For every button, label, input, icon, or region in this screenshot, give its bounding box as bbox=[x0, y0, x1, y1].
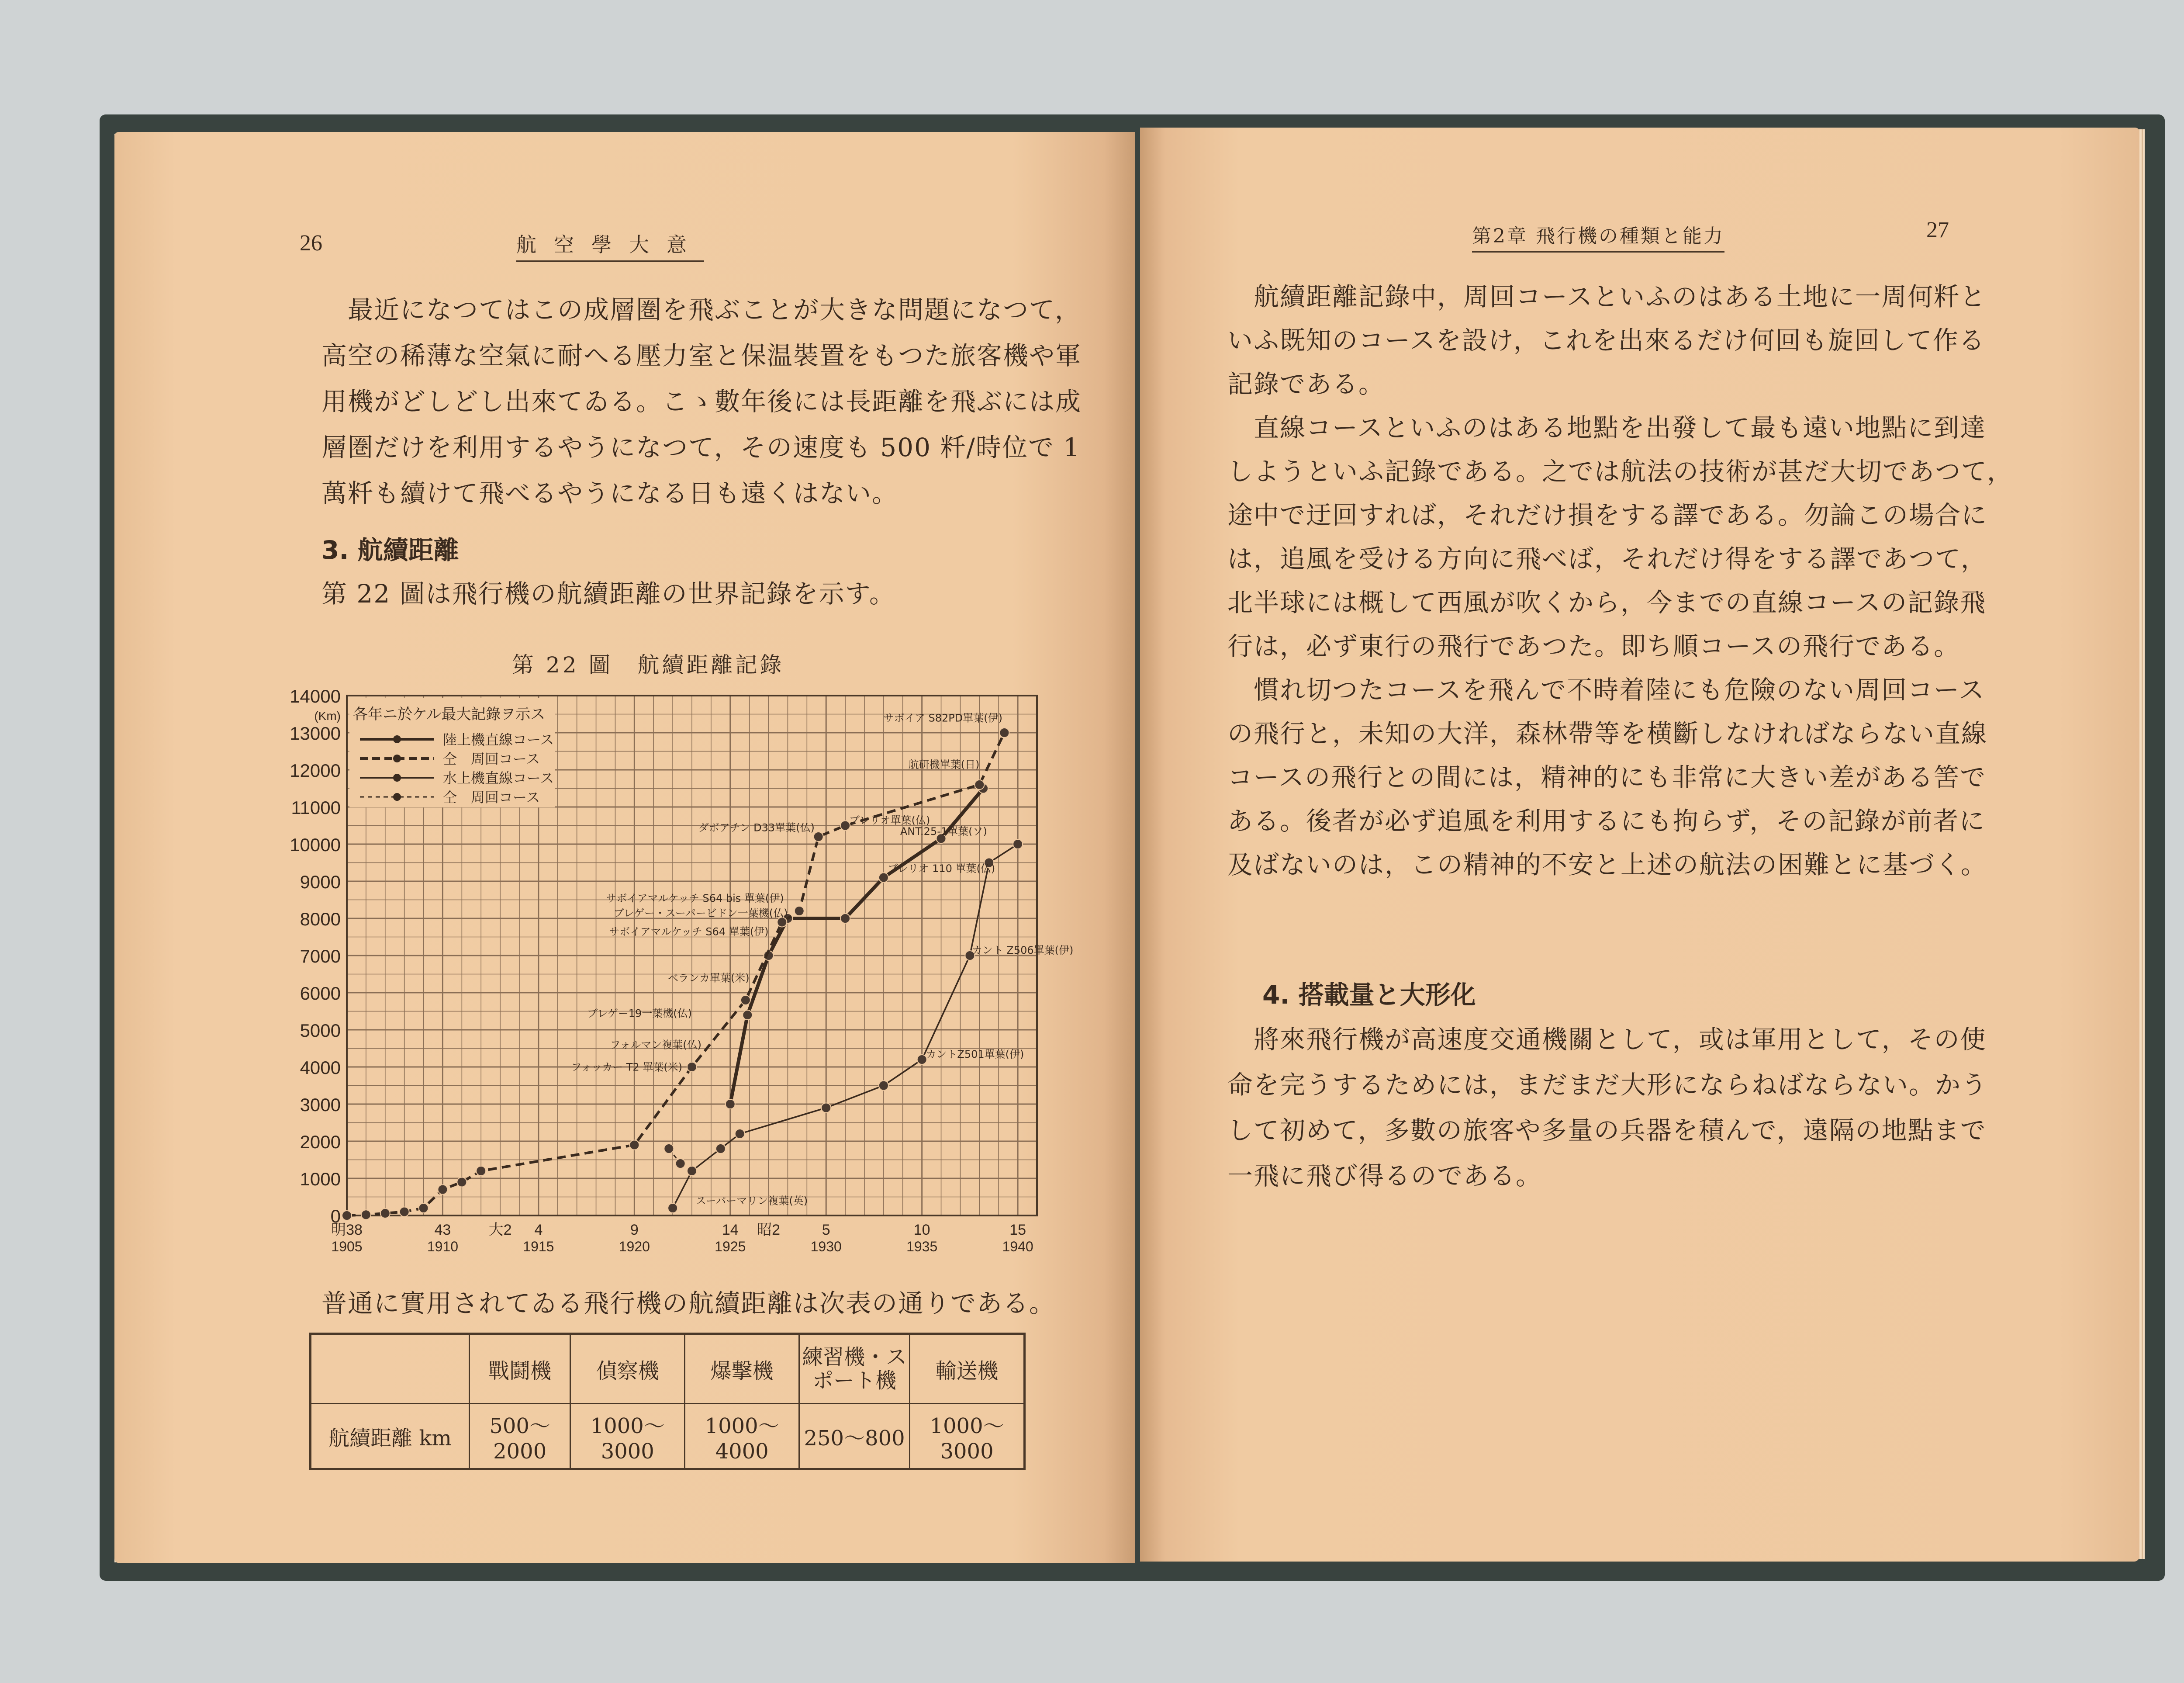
x-tick-label: 1930 bbox=[810, 1239, 842, 1254]
text-line: 命を完うするためには，まだまだ大形にならねばならない。かう bbox=[1227, 1070, 1988, 1100]
record-annotation: カントZ501單葉(伊) bbox=[926, 1048, 1024, 1060]
record-annotation: 航研機單葉(日) bbox=[908, 758, 980, 771]
legend-entry: 仝 周回コース bbox=[443, 751, 540, 767]
record-annotation: ブレゲー・スーパービドン一葉機(仏) bbox=[613, 907, 788, 919]
data-point bbox=[629, 1140, 639, 1150]
text-line: 用機がどしどし出來てゐる。こゝ數年後には長距離を飛ぶには成 bbox=[321, 387, 1082, 416]
table-header: 戰鬪機 bbox=[470, 1334, 570, 1404]
text-line: 北半球には概して西風が吹くから，今までの直線コースの記錄飛 bbox=[1227, 588, 1987, 617]
text-line: して初めて，多數の旅客や多量の兵器を積んで，遠隔の地點まで bbox=[1227, 1115, 1987, 1145]
y-unit-label: (Km) bbox=[314, 709, 341, 723]
data-point bbox=[726, 1099, 735, 1109]
after-chart-line: 普通に實用されてゐる飛行機の航續距離は次表の通りである。 bbox=[321, 1288, 1056, 1318]
x-tick-label: 15 bbox=[1009, 1222, 1026, 1238]
legend-marker bbox=[393, 793, 401, 801]
y-tick-label: 4000 bbox=[300, 1057, 341, 1078]
x-tick-label: 1935 bbox=[906, 1239, 938, 1254]
text-line: 直線コースといふのはある地點を出發して最も遠い地點に到達 bbox=[1254, 413, 1987, 443]
data-point bbox=[814, 832, 823, 842]
table-header: 輸送機 bbox=[910, 1334, 1025, 1404]
table-corner bbox=[311, 1334, 470, 1404]
text-line: 層圏だけを利用するやうになつて，その速度も 500 粁/時位で 1 bbox=[321, 433, 1081, 462]
data-point bbox=[400, 1207, 409, 1217]
text-line: は，追風を受ける方向に飛べば，それだけ得をする譯であつて， bbox=[1227, 544, 1987, 574]
data-point bbox=[735, 1129, 745, 1139]
data-point bbox=[380, 1209, 390, 1218]
data-point bbox=[743, 1010, 752, 1020]
data-point bbox=[716, 1144, 726, 1153]
text-line: 航續距離記錄中，周回コースといふのはある土地に一周何粁と bbox=[1254, 282, 1987, 312]
data-point bbox=[917, 1055, 927, 1064]
legend-title: 各年ニ於ケル最大記錄ヲ示ス bbox=[353, 706, 546, 723]
data-point bbox=[879, 873, 888, 883]
y-tick-label: 0 bbox=[330, 1206, 341, 1226]
data-point bbox=[664, 1144, 674, 1153]
right-page bbox=[1140, 128, 2139, 1562]
data-point bbox=[687, 1062, 697, 1072]
data-point bbox=[342, 1211, 352, 1220]
record-annotation: ブレゲー19一葉機(仏) bbox=[587, 1007, 692, 1020]
y-tick-label: 14000 bbox=[290, 686, 341, 706]
data-point bbox=[668, 1203, 677, 1213]
x-tick-label: 明38 bbox=[331, 1222, 363, 1238]
x-tick-label: 大2 bbox=[488, 1222, 512, 1238]
table-header: 偵察機 bbox=[570, 1334, 685, 1404]
x-tick-label: 10 bbox=[913, 1222, 930, 1238]
y-tick-label: 2000 bbox=[300, 1132, 341, 1152]
table-cell: 250〜800 bbox=[799, 1404, 910, 1469]
text-line: コースの飛行との間には，精神的にも非常に大きい差がある筈で bbox=[1227, 762, 1987, 792]
x-tick-label: 5 bbox=[822, 1222, 830, 1238]
legend-marker bbox=[393, 774, 401, 782]
y-tick-label: 7000 bbox=[300, 946, 341, 966]
running-head-right: 第2章 飛行機の種類と能力 bbox=[1472, 220, 1724, 253]
x-tick-label: 昭2 bbox=[757, 1222, 781, 1238]
record-annotation: ダボアチン D33單葉(仏) bbox=[698, 821, 815, 834]
text-line: 途中で迂回すれば，それだけ損をする譯である。勿論この場合に bbox=[1227, 500, 1988, 530]
data-point bbox=[419, 1203, 429, 1213]
text-line: しようといふ記錄である。之では航法の技術が甚だ大切であつて， bbox=[1227, 457, 2013, 486]
x-tick-label: 1940 bbox=[1002, 1239, 1033, 1254]
figure-title: 第 22 圖 航續距離記錄 bbox=[512, 652, 784, 678]
record-annotation: フォッカー T2 單葉(米) bbox=[571, 1061, 683, 1074]
table-header: 爆撃機 bbox=[685, 1334, 799, 1404]
data-point bbox=[476, 1166, 486, 1176]
text-line: 萬粁も續けて飛べるやうになる日も遠くはない。 bbox=[321, 478, 898, 508]
record-annotation: サボイアマルケッチ S64 bis 單葉(伊) bbox=[606, 892, 784, 904]
record-annotation: スーパーマリン複葉(英) bbox=[695, 1195, 808, 1207]
text-line: いふ既知のコースを設け，これを出來るだけ何回も旋回して作る bbox=[1227, 326, 1985, 355]
data-point bbox=[741, 995, 750, 1005]
data-point bbox=[821, 1103, 831, 1113]
x-tick-label: 1925 bbox=[715, 1239, 746, 1254]
text-line: の飛行と，未知の大洋，森林帶等を横斷しなければならない直線 bbox=[1227, 719, 1988, 748]
record-annotation: ベランカ單葉(米) bbox=[667, 972, 750, 984]
data-point bbox=[687, 1166, 697, 1176]
y-tick-label: 5000 bbox=[300, 1020, 341, 1041]
data-point bbox=[457, 1177, 467, 1187]
x-tick-label: 1915 bbox=[523, 1239, 554, 1254]
page-number-right: 27 bbox=[1926, 218, 1949, 242]
running-head-left: 航空學大意 bbox=[516, 229, 704, 262]
record-annotation: ブレリオ單葉(仏) bbox=[849, 814, 930, 827]
data-point bbox=[361, 1210, 371, 1219]
data-point bbox=[438, 1185, 447, 1195]
y-tick-label: 8000 bbox=[300, 909, 341, 929]
y-tick-label: 1000 bbox=[300, 1169, 341, 1189]
x-tick-label: 9 bbox=[630, 1222, 639, 1238]
legend-entry: 陸上機直線コース bbox=[443, 731, 554, 748]
text-line: 一飛に飛び得るのである。 bbox=[1227, 1161, 1542, 1191]
data-point bbox=[840, 914, 850, 923]
record-annotation: カント Z506單葉(伊) bbox=[971, 944, 1074, 956]
section-heading: 3. 航續距離 bbox=[321, 535, 459, 565]
table-row-label: 航續距離 km bbox=[311, 1404, 470, 1469]
text-line: 慣れ切つたコースを飛んで不時着陸にも危險のない周回コース bbox=[1254, 675, 1985, 705]
text-line: 記錄である。 bbox=[1227, 369, 1385, 399]
data-point bbox=[975, 780, 984, 790]
figure-intro: 第 22 圖は飛行機の航續距離の世界記錄を示す。 bbox=[321, 579, 896, 609]
text-line: 將來飛行機が高速度交通機關として，或は軍用として，その使 bbox=[1254, 1025, 1987, 1054]
legend-marker bbox=[393, 735, 401, 743]
x-tick-label: 14 bbox=[722, 1222, 739, 1238]
data-point bbox=[1013, 839, 1023, 849]
table-cell: 500〜2000 bbox=[470, 1404, 570, 1469]
x-tick-label: 4 bbox=[534, 1222, 543, 1238]
y-tick-label: 11000 bbox=[291, 797, 341, 818]
legend-entry: 仝 周回コース bbox=[443, 789, 540, 806]
x-tick-label: 1910 bbox=[427, 1239, 459, 1254]
section-heading: 4. 搭載量と大形化 bbox=[1262, 980, 1476, 1010]
record-annotation: フォルマン複葉(仏) bbox=[610, 1039, 702, 1051]
text-line: 行は，必ず東行の飛行であつた。即ち順コースの飛行である。 bbox=[1227, 631, 1960, 661]
text-line: 高空の稀薄な空氣に耐へる壓力室と保温裝置をもつた旅客機や軍 bbox=[321, 341, 1082, 371]
text-line: 及ばないのは，この精神的不安と上述の航法の困難とに基づく。 bbox=[1227, 850, 1987, 880]
x-tick-label: 1920 bbox=[619, 1239, 650, 1254]
data-point bbox=[795, 906, 804, 916]
x-tick-label: 43 bbox=[434, 1222, 451, 1238]
record-annotation: ブレリオ 110 單葉(仏) bbox=[887, 862, 995, 875]
text-line: ある。後者が必ず追風を利用するにも拘らず，その記錄が前者に bbox=[1227, 806, 1986, 836]
data-point bbox=[999, 728, 1009, 738]
y-tick-label: 13000 bbox=[290, 723, 341, 744]
y-tick-label: 3000 bbox=[300, 1094, 341, 1115]
record-annotation: サボイアマルケッチ S64 單葉(伊) bbox=[609, 925, 769, 938]
left-page bbox=[114, 132, 1135, 1563]
text-line: 最近になつてはこの成層圏を飛ぶことが大きな問題になつて， bbox=[348, 295, 1081, 325]
page-number-left: 26 bbox=[300, 231, 322, 256]
x-tick-label: 1905 bbox=[331, 1239, 363, 1254]
table-cell: 1000〜4000 bbox=[685, 1404, 799, 1469]
record-annotation: サボイア S82PD單葉(伊) bbox=[883, 712, 1002, 724]
legend-entry: 水上機直線コース bbox=[443, 770, 554, 786]
y-tick-label: 10000 bbox=[290, 835, 341, 855]
range-table bbox=[309, 1333, 1026, 1470]
table-cell: 1000〜3000 bbox=[570, 1404, 685, 1469]
y-tick-label: 12000 bbox=[290, 760, 341, 781]
table-header: 練習機・スポート機 bbox=[799, 1334, 910, 1404]
table-cell: 1000〜3000 bbox=[910, 1404, 1025, 1469]
data-point bbox=[879, 1081, 888, 1091]
data-point bbox=[676, 1159, 685, 1168]
y-tick-label: 6000 bbox=[300, 983, 341, 1004]
y-tick-label: 9000 bbox=[300, 872, 341, 892]
record-annotation: ANT.25-1單葉(ソ) bbox=[900, 825, 987, 838]
legend-marker bbox=[393, 755, 401, 762]
data-point bbox=[840, 821, 850, 831]
